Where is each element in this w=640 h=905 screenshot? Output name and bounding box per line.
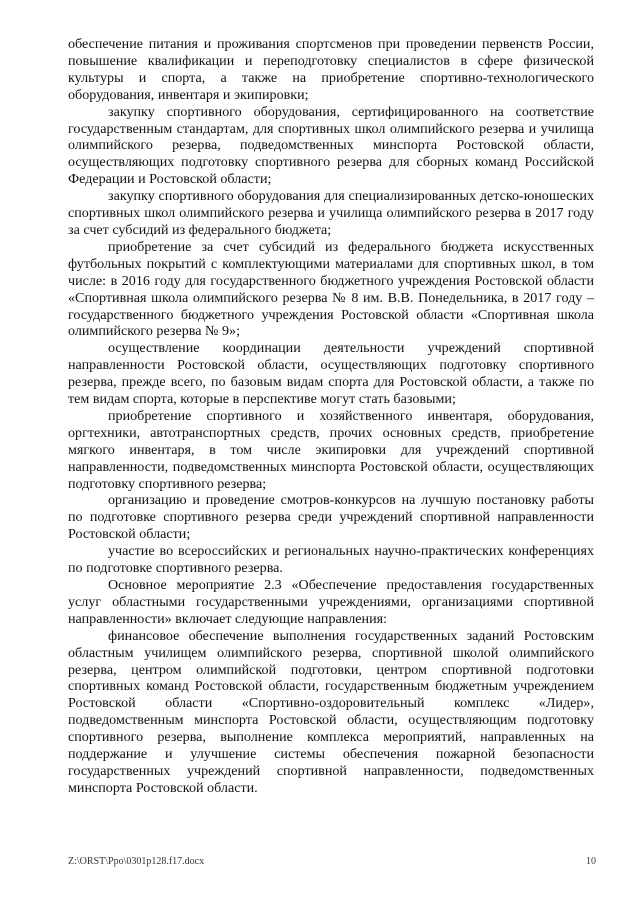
paragraph-main-activity-2-3: Основное мероприятие 2.3 «Обеспечение предоставления государственных услуг областными государственными учреждениями, организациями спортивной направленности» включает следующие направления: bbox=[68, 577, 594, 627]
paragraph-federal-equipment: закупку спортивного оборудования для специализированных детско-юношеских спортивных школ олимпийского резерва и училища олимпийского резерва в 2017 году за счет субсидий из федерального бюджета; bbox=[68, 188, 594, 238]
paragraph-inventory-purchase: приобретение спортивного и хозяйственного инвентаря, оборудования, оргтехники, автотранспортных средств, прочих основных средств, приобретение мягкого инвентаря, в том числе экипировки для учреждений спортивной направленности, подведомственных минспорта Ростовской области, осуществляющих подготовку спортивного резерва; bbox=[68, 407, 594, 492]
paragraph-conferences: участие во всероссийских и региональных научно-практических конференциях по подготовке спортивного резерва. bbox=[68, 543, 594, 577]
paragraph-coordination: осуществление координации деятельности учреждений спортивной направленности Ростовской области, осуществляющих подготовку спортивного резерва, прежде всего, по базовым видам спорта для Ростовской области, а также по тем видам спорта, которые в перспективе могут стать базовыми; bbox=[68, 340, 594, 408]
paragraph-continuation: обеспечение питания и проживания спортсменов при проведении первенств России, повышение квалификации и переподготовку специалистов в сфере физической культуры и спорта, а также на приобретение спортивно-технологического оборудования, инвентаря и экипировки; bbox=[68, 36, 594, 103]
page-number: 10 bbox=[586, 856, 596, 867]
document-body bbox=[68, 36, 594, 797]
paragraph-contests: организацию и проведение смотров-конкурсов на лучшую постановку работы по подготовке спортивного резерва среди учреждений спортивной направленности Ростовской области; bbox=[68, 492, 594, 543]
paragraph-financial-support: финансовое обеспечение выполнения государственных заданий Ростовским областным училищем олимпийского резерва, спортивной школой олимпийского резерва, центром олимпийской подготовки, центром спортивной подготовки спортивных команд Ростовской области, государственным бюджетным учреждением Ростовской области «Спортивно-оздоровительный комплекс «Лидер», подведомственным минспорта Ростовской области, осуществляющим подготовку спортивного резерва, выполнение комплекса мероприятий, направленных на поддержание и улучшение системы обеспечения пожарной безопасности государственных учреждений спортивной направленности, подведомственных минспорта Ростовской области. bbox=[68, 627, 594, 796]
footer-file-path: Z:\ORST\Ppo\0301p128.f17.docx bbox=[68, 856, 205, 867]
paragraph-equipment-purchase: закупку спортивного оборудования, сертифицированного на соответствие государственным стандартам, для спортивных школ олимпийского резерва и училища олимпийского резерва, подведомственных минспорта Ростовской области, осуществляющих подготовку спортивного резерва для сборных команд Российской Федерации и Ростовской области; bbox=[68, 103, 594, 188]
paragraph-football-surfaces: приобретение за счет субсидий из федерального бюджета искусственных футбольных покрытий с комплектующими материалами для спортивных школ, в том числе: в 2016 году для государственного бюджетного учреждения Ростовской области «Спортивная школа олимпийского резерва № 8 им. В.В. Понедельника, в 2017 году – государственного бюджетного учреждения Ростовской области «Спортивная школа олимпийского резерва № 9»; bbox=[68, 238, 594, 340]
